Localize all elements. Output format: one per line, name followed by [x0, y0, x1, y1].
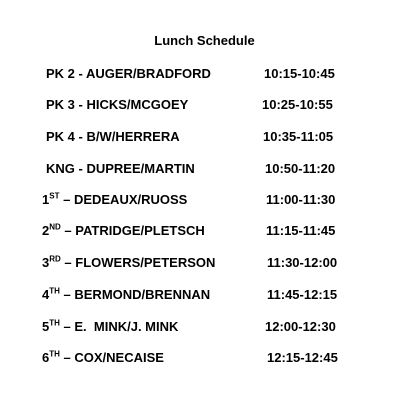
separator: -	[74, 66, 86, 81]
schedule-row	[0, 348, 409, 368]
grade-teachers	[42, 253, 215, 273]
separator: –	[59, 287, 75, 302]
grade-teachers	[42, 221, 205, 241]
grade-teachers	[46, 95, 188, 115]
teacher-names: FLOWERS/PETERSON	[75, 255, 216, 270]
separator: –	[59, 350, 75, 365]
separator: –	[59, 319, 75, 334]
lunch-time: 11:45-12:15	[267, 287, 338, 302]
grade-label: PK 2	[46, 66, 75, 81]
lunch-time: 11:15-11:45	[266, 223, 336, 238]
teacher-names: HICKS/MCGOEY	[86, 97, 189, 112]
teacher-names: PATRIDGE/PLETSCH	[75, 223, 205, 238]
schedule-row	[0, 285, 409, 305]
grade-ordinal-suffix: RD	[49, 254, 61, 264]
grade-teachers	[46, 64, 211, 84]
separator: –	[59, 192, 74, 207]
grade-teachers	[46, 127, 180, 147]
schedule-title: Lunch Schedule	[154, 33, 255, 48]
grade-ordinal-suffix: TH	[49, 349, 60, 359]
grade-teachers	[42, 190, 187, 210]
grade-label: PK 3	[46, 97, 75, 112]
lunch-time: 11:30-12:00	[267, 255, 338, 270]
separator: –	[60, 255, 76, 270]
grade-ordinal-suffix: ND	[49, 222, 61, 232]
grade-label: 2	[42, 223, 50, 238]
grade-label: 6	[42, 350, 50, 365]
lunch-time: 11:00-11:30	[266, 192, 336, 207]
grade-label: PK 4	[46, 129, 75, 144]
grade-ordinal-suffix: ST	[49, 191, 60, 201]
grade-teachers	[42, 348, 164, 368]
teacher-names: COX/NECAISE	[74, 350, 164, 365]
separator: –	[60, 223, 76, 238]
grade-label: KNG	[46, 161, 75, 176]
grade-ordinal-suffix: TH	[49, 318, 60, 328]
grade-teachers	[46, 159, 195, 179]
schedule-row	[0, 95, 409, 115]
grade-label: 5	[42, 319, 50, 334]
teacher-names: AUGER/BRADFORD	[85, 66, 211, 81]
separator: -	[74, 129, 87, 144]
grade-ordinal-suffix: TH	[49, 286, 60, 296]
separator: -	[74, 97, 87, 112]
grade-label: 3	[42, 255, 50, 270]
grade-teachers	[42, 285, 210, 305]
lunch-time: 10:50-11:20	[265, 161, 336, 176]
lunch-time: 12:15-12:45	[267, 350, 338, 365]
teacher-names: DEDEAUX/RUOSS	[73, 192, 188, 207]
schedule-row	[0, 64, 409, 84]
teacher-names: BERMOND/BRENNAN	[74, 287, 211, 302]
schedule-row	[0, 253, 409, 273]
lunch-time: 12:00-12:30	[265, 319, 336, 334]
grade-label: 4	[42, 287, 50, 302]
teacher-names: E. MINK/J. MINK	[74, 319, 179, 334]
schedule-row	[0, 317, 409, 337]
separator: -	[74, 161, 87, 176]
teacher-names: DUPREE/MARTIN	[86, 161, 195, 176]
teacher-names: B/W/HERRERA	[86, 129, 180, 144]
schedule-row	[0, 221, 409, 241]
grade-teachers	[42, 317, 178, 337]
lunch-time: 10:35-11:05	[263, 129, 334, 144]
schedule-row	[0, 127, 409, 147]
lunch-time: 10:15-10:45	[264, 66, 335, 81]
lunch-time: 10:25-10:55	[262, 97, 333, 112]
grade-label: 1	[42, 192, 50, 207]
schedule-row	[0, 159, 409, 179]
schedule-row	[0, 190, 409, 210]
